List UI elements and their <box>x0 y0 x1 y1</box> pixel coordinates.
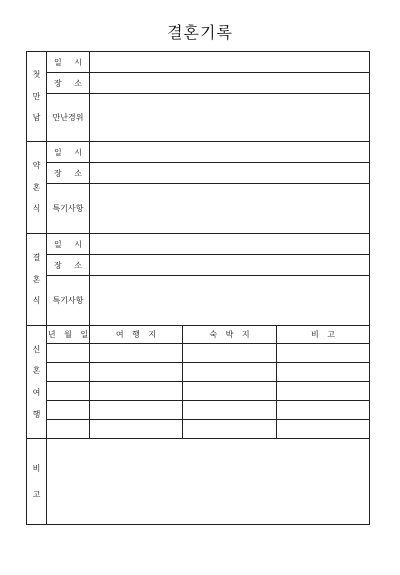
section-char: 비 <box>32 463 41 473</box>
honeymoon-lodging-cell[interactable] <box>183 401 277 420</box>
honeymoon-destination-cell[interactable] <box>90 382 183 401</box>
honeymoon-destination-cell[interactable] <box>90 363 183 382</box>
honeymoon-section-label <box>27 326 47 439</box>
col-header-lodging: 숙 박 지 <box>183 326 277 344</box>
place-label: 장 소 <box>47 255 90 276</box>
wedding-date-field[interactable] <box>90 234 370 255</box>
first-meeting-date-field[interactable] <box>90 52 370 73</box>
engagement-row-date <box>27 142 370 163</box>
honeymoon-date-cell[interactable] <box>47 382 90 401</box>
engagement-row-notes <box>27 184 370 234</box>
table-row <box>27 401 370 420</box>
date-label: 일 시 <box>47 142 90 163</box>
honeymoon-destination-cell[interactable] <box>90 420 183 439</box>
section-char: 여 <box>32 388 41 397</box>
honeymoon-destination-cell[interactable] <box>90 344 183 363</box>
honeymoon-lodging-cell[interactable] <box>183 363 277 382</box>
remarks-field[interactable] <box>47 439 370 525</box>
date-label: 일 시 <box>47 234 90 255</box>
col-header-date: 년 월 일 <box>47 326 90 344</box>
first-meeting-story-field[interactable] <box>90 94 370 142</box>
honeymoon-remarks-cell[interactable] <box>277 382 370 401</box>
honeymoon-remarks-cell[interactable] <box>277 344 370 363</box>
first-meeting-section-label <box>27 52 47 142</box>
honeymoon-remarks-cell[interactable] <box>277 363 370 382</box>
table-row <box>27 420 370 439</box>
section-char: 첫 <box>32 70 41 80</box>
first-meeting-place-field[interactable] <box>90 73 370 94</box>
notes-label: 특기사항 <box>47 184 90 234</box>
honeymoon-date-cell[interactable] <box>47 363 90 382</box>
table-row <box>27 363 370 382</box>
honeymoon-remarks-cell[interactable] <box>277 420 370 439</box>
wedding-record-form <box>26 51 370 525</box>
wedding-row-date <box>27 234 370 255</box>
first-meeting-row-story <box>27 94 370 142</box>
section-char: 식 <box>32 296 41 306</box>
place-label: 장 소 <box>47 163 90 184</box>
table-row <box>27 344 370 363</box>
section-char: 고 <box>32 489 41 499</box>
section-char: 약 <box>32 161 41 171</box>
honeymoon-destination-cell[interactable] <box>90 401 183 420</box>
table-row <box>27 382 370 401</box>
first-meeting-row-place <box>27 73 370 94</box>
wedding-section-label <box>27 234 47 326</box>
engagement-section-label <box>27 142 47 234</box>
date-label: 일 시 <box>47 52 90 73</box>
honeymoon-header-row <box>27 326 370 344</box>
engagement-row-place <box>27 163 370 184</box>
engagement-place-field[interactable] <box>90 163 370 184</box>
section-char: 만 <box>32 91 41 101</box>
section-char: 혼 <box>32 182 41 192</box>
section-char: 신 <box>32 344 41 354</box>
section-char: 행 <box>32 409 41 419</box>
wedding-place-field[interactable] <box>90 255 370 276</box>
section-char: 혼 <box>32 366 41 376</box>
honeymoon-date-cell[interactable] <box>47 344 90 363</box>
remarks-section-label <box>27 439 47 525</box>
honeymoon-lodging-cell[interactable] <box>183 344 277 363</box>
section-char: 남 <box>32 113 41 123</box>
page-title: 결혼기록 <box>167 23 233 42</box>
wedding-row-notes <box>27 276 370 326</box>
section-char: 식 <box>32 204 41 214</box>
how-met-label: 만난경위 <box>47 94 90 142</box>
engagement-date-field[interactable] <box>90 142 370 163</box>
honeymoon-lodging-cell[interactable] <box>183 420 277 439</box>
honeymoon-lodging-cell[interactable] <box>183 382 277 401</box>
wedding-notes-field[interactable] <box>90 276 370 326</box>
place-label: 장 소 <box>47 73 90 94</box>
wedding-row-place <box>27 255 370 276</box>
section-char: 결 <box>32 253 41 263</box>
honeymoon-remarks-cell[interactable] <box>277 401 370 420</box>
section-char: 혼 <box>32 274 41 284</box>
honeymoon-date-cell[interactable] <box>47 420 90 439</box>
remarks-row <box>27 439 370 525</box>
honeymoon-date-cell[interactable] <box>47 401 90 420</box>
engagement-notes-field[interactable] <box>90 184 370 234</box>
first-meeting-row-date <box>27 52 370 73</box>
notes-label: 특기사항 <box>47 276 90 326</box>
col-header-remarks: 비 고 <box>277 326 370 344</box>
col-header-destination: 여 행 지 <box>90 326 183 344</box>
